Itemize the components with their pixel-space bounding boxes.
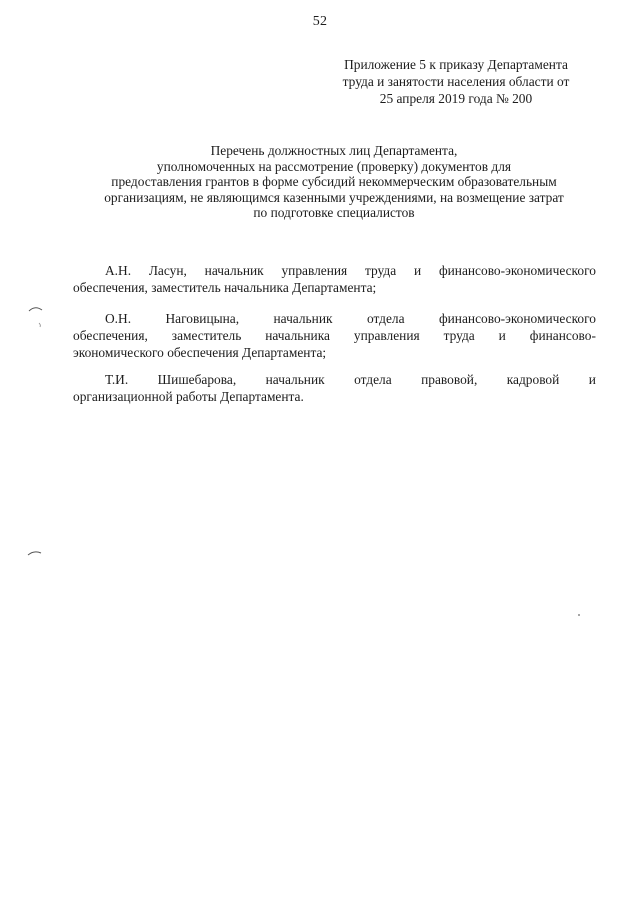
- official-entry: [73, 262, 596, 296]
- entry-word: финансово-: [529, 328, 596, 343]
- page-number: 52: [312, 14, 328, 29]
- scan-speck: [578, 614, 580, 616]
- entry-line: обеспечения, заместитель начальника Департамента;: [73, 280, 377, 295]
- entry-word: финансово-экономического: [438, 263, 596, 278]
- punch-hole-mark-icon: [26, 546, 46, 576]
- entry-word: и: [588, 372, 596, 387]
- entry-word: труда: [443, 328, 475, 343]
- entry-word: обеспечения,: [73, 328, 148, 343]
- entry-line: экономического обеспечения Департамента;: [73, 345, 327, 360]
- entry-word: начальник: [273, 311, 333, 326]
- appendix-line: Приложение 5 к приказу Департамента: [344, 57, 568, 72]
- appendix-line: труда и занятости населения области от: [342, 74, 570, 89]
- entry-word: кадровой: [506, 372, 560, 387]
- title-line: по подготовке специалистов: [253, 205, 415, 220]
- entry-word: заместитель: [171, 328, 242, 343]
- entry-line: [73, 262, 596, 279]
- entry-word: отдела: [354, 372, 392, 387]
- entry-word: управления: [281, 263, 348, 278]
- entry-word: О.Н.: [105, 311, 132, 326]
- entry-line: организационной работы Департамента.: [73, 389, 304, 404]
- entry-word: Т.И.: [105, 372, 129, 387]
- title-line: Перечень должностных лиц Департамента,: [210, 143, 458, 158]
- entry-word: Наговицына,: [165, 311, 240, 326]
- official-entry: [73, 371, 596, 405]
- entry-word: начальник: [204, 263, 264, 278]
- entry-word: финансово-экономического: [438, 311, 596, 326]
- entry-word: Ласун,: [148, 263, 187, 278]
- entry-word: Шишебарова,: [157, 372, 237, 387]
- entry-word: правовой,: [421, 372, 478, 387]
- document-title: [64, 143, 604, 221]
- appendix-header: [316, 56, 596, 107]
- entry-word: управления: [353, 328, 420, 343]
- entry-word: и: [413, 263, 422, 278]
- entry-word: труда: [365, 263, 397, 278]
- title-line: уполномоченных на рассмотрение (проверку) документов для: [156, 158, 512, 174]
- entry-word: отдела: [366, 311, 405, 326]
- entry-line: [73, 371, 596, 388]
- entry-word: и: [498, 328, 506, 343]
- appendix-line: 25 апреля 2019 года № 200: [379, 91, 533, 106]
- entry-line: [73, 327, 596, 344]
- punch-hole-mark-icon: [26, 302, 46, 332]
- official-entry: [73, 310, 596, 361]
- entry-word: начальник: [265, 372, 325, 387]
- title-line: организациям, не являющимся казенными учреждениями, на возмещение затрат: [104, 189, 564, 205]
- entry-line: [73, 310, 596, 327]
- entry-word: начальника: [265, 328, 330, 343]
- title-line: предоставления грантов в форме субсидий некоммерческим образовательным: [111, 174, 557, 189]
- entry-word: А.Н.: [105, 263, 132, 278]
